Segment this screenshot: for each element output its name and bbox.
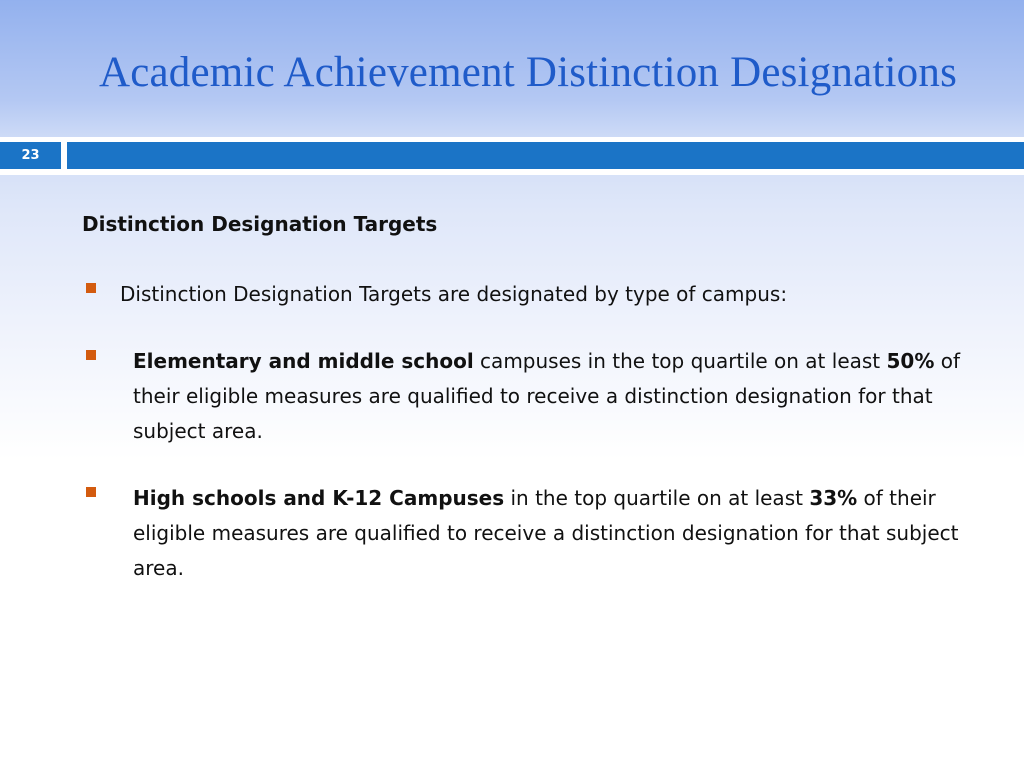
square-bullet-icon bbox=[86, 350, 96, 360]
bullet-high-school-text-b: of their eligible measures are qualified to receive a distinction designation for that subject area. bbox=[133, 486, 959, 580]
bullet-elementary-percent: 50% bbox=[886, 349, 935, 373]
slide-title: Academic Achievement Distinction Designations bbox=[98, 49, 958, 96]
bullet-high-school-percent: 33% bbox=[809, 486, 858, 510]
bullet-elementary-text-a: campuses in the top quartile on at least bbox=[473, 349, 887, 373]
bullet-high-school-text-a: in the top quartile on at least bbox=[504, 486, 810, 510]
bullet-elementary bbox=[133, 344, 1008, 449]
slide-number: 23 bbox=[21, 148, 40, 163]
square-bullet-icon bbox=[86, 487, 96, 497]
intro-text: Distinction Designation Targets are designated by type of campus: bbox=[120, 282, 788, 306]
square-bullet-icon bbox=[86, 283, 96, 293]
content-heading: Distinction Designation Targets bbox=[82, 212, 438, 236]
bullet-high-school bbox=[133, 481, 1008, 586]
accent-bar bbox=[67, 142, 1024, 169]
bullet-high-school-lead: High schools and K-12 Campuses bbox=[133, 486, 505, 510]
bullet-elementary-lead: Elementary and middle school bbox=[133, 349, 474, 373]
bullet-elementary-text-b: of their eligible measures are qualified to receive a distinction designation for that subject area. bbox=[133, 349, 961, 443]
